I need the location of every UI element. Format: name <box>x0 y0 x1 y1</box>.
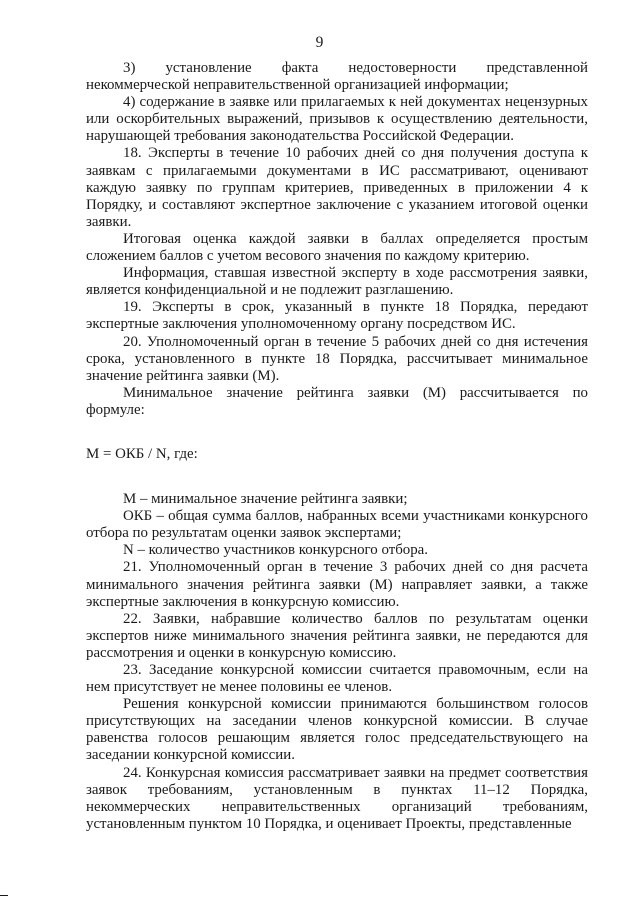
definition-m: М – минимальное значение рейтинга заявки; <box>123 491 408 508</box>
scan-edge-mark <box>0 895 8 896</box>
paragraph-20-minimum-rating: 20. Уполномоченный орган в течение 5 рабочих дней со дня истечения срока, установленного в пункте 18 Порядка, рассчитывает минимальное значение рейтинга заявки (М). <box>86 333 588 384</box>
document-body <box>86 60 588 833</box>
definition-okb: ОКБ – общая сумма баллов, набранных всеми участниками конкурсного отбора по результатам оценки заявок экспертами; <box>86 508 588 542</box>
paragraph-24-commission-review: 24. Конкурсная комиссия рассматривает заявки на предмет соответствия заявок требованиям, установленным в пунктах 11–12 Порядка, некоммерческих неправительственных организаций требованиям, установленным пунктом 10 Порядка, и оценивает Проекты, представленные <box>86 764 588 832</box>
paragraph-23-quorum: 23. Заседание конкурсной комиссии считается правомочным, если на нем присутствует не менее половины ее членов. <box>86 662 588 696</box>
paragraph-decisions: Решения конкурсной комиссии принимаются большинством голосов присутствующих на заседании членов конкурсной комиссии. В случае равенства голосов решающим является голос председательствующего на заседании конкурсной комиссии. <box>86 696 588 764</box>
page-number: 9 <box>315 34 324 51</box>
paragraph-final-score: Итоговая оценка каждой заявки в баллах определяется простым сложением баллов с учетом весового значения по каждому критерию. <box>86 230 588 265</box>
paragraph-18-expert-review: 18. Эксперты в течение 10 рабочих дней со дня получения доступа к заявкам с прилагаемыми документами в ИС рассматривают, оценивают каждую заявку по группам критериев, приведенных в приложении 4 к Порядку, и составляют экспертное заключение с указанием итоговой оценки заявки. <box>86 145 588 230</box>
paragraph-19-submission: 19. Эксперты в срок, указанный в пункте 18 Порядка, передают экспертные заключения уполномоченному органу посредством ИС. <box>86 299 588 333</box>
paragraph-21-forwarding: 21. Уполномоченный орган в течение 3 рабочих дней со дня расчета минимального значения рейтинга заявки (М) направляет заявки, а также экспертные заключения в конкурсную комиссию. <box>86 559 588 610</box>
paragraph-22-rejection: 22. Заявки, набравшие количество баллов по результатам оценки экспертов ниже минимального значения рейтинга заявки, не передаются для рассмотрения и оценки в конкурсную комиссию. <box>86 610 588 661</box>
paragraph-confidentiality: Информация, ставшая известной эксперту в ходе рассмотрения заявки, является конфиденциальной и не подлежит разглашению. <box>86 265 588 299</box>
rating-formula: М = ОКБ / N, где: <box>86 445 198 462</box>
paragraph-formula-intro: Минимальное значение рейтинга заявки (М) рассчитывается по формуле: <box>86 384 588 418</box>
paragraph-item-3-unreliable-info: 3) установление факта недостоверности представленной некоммерческой неправительственной организацией информации; <box>86 60 588 94</box>
paragraph-item-4-obscene-content: 4) содержание в заявке или прилагаемых к ней документах нецензурных или оскорбительных выражений, призывов к осуществлению деятельности, нарушающей требования законодательства Российской Федерации. <box>86 94 588 145</box>
definition-n: N – количество участников конкурсного отбора. <box>123 542 429 559</box>
